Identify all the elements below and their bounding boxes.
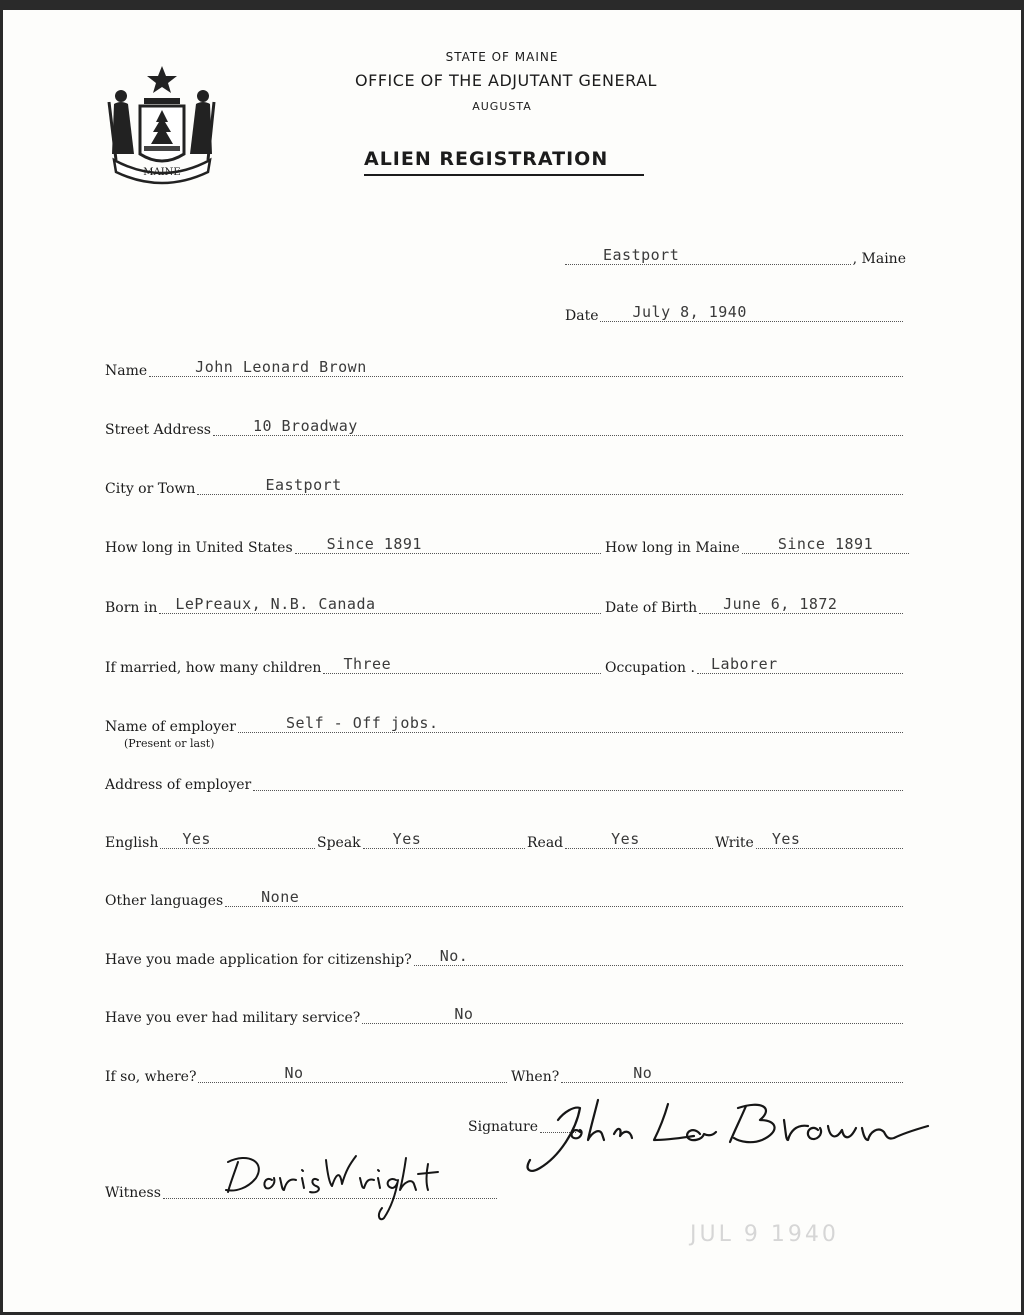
- header-state: STATE OF MAINE: [445, 50, 559, 64]
- signature-handwriting: [518, 1090, 938, 1180]
- street-value: 10 Broadway: [252, 417, 358, 435]
- speak-row: [317, 830, 527, 852]
- street-row: [105, 417, 905, 439]
- citizenship-label: Have you made application for citizenship?: [105, 952, 412, 968]
- maine-duration-label: How long in Maine: [605, 540, 740, 556]
- place-suffix: , Maine: [852, 251, 906, 267]
- where-label: If so, where?: [105, 1069, 197, 1085]
- read-field[interactable]: [565, 826, 713, 849]
- place-value: Eastport: [603, 246, 680, 264]
- speak-label: Speak: [317, 835, 361, 851]
- citizenship-row: [105, 947, 905, 969]
- when-label: When?: [511, 1069, 560, 1085]
- english-row: [105, 830, 317, 852]
- maine-duration-field[interactable]: [742, 531, 909, 554]
- where-value: No: [284, 1064, 304, 1082]
- birth-date-label: Date of Birth: [605, 600, 698, 616]
- occupation-label: Occupation .: [605, 660, 695, 676]
- maine-duration-row: [605, 535, 911, 557]
- where-row: [105, 1064, 509, 1086]
- header-office: OFFICE OF THE ADJUTANT GENERAL: [355, 71, 657, 90]
- header-city: AUGUSTA: [472, 100, 532, 113]
- us-duration-field[interactable]: [295, 531, 601, 554]
- employer-address-label: Address of employer: [105, 777, 252, 793]
- military-row: [105, 1005, 905, 1027]
- name-value: John Leonard Brown: [195, 358, 367, 376]
- military-label: Have you ever had military service?: [105, 1010, 361, 1026]
- name-row: [105, 358, 905, 380]
- place-field[interactable]: [565, 242, 851, 265]
- occupation-value: Laborer: [710, 655, 778, 673]
- citizenship-field[interactable]: [414, 943, 903, 966]
- employer-row: [105, 714, 905, 736]
- born-in-value: LePreaux, N.B. Canada: [175, 595, 376, 613]
- name-field[interactable]: [149, 354, 903, 377]
- street-field[interactable]: [213, 413, 903, 436]
- date-field[interactable]: [600, 299, 903, 322]
- date-label: Date: [565, 308, 599, 324]
- military-field[interactable]: [362, 1001, 903, 1024]
- english-label: English: [105, 835, 159, 851]
- occupation-row: [605, 655, 905, 677]
- children-field[interactable]: [323, 651, 601, 674]
- other-languages-label: Other languages: [105, 893, 224, 909]
- write-row: [715, 830, 905, 852]
- employer-address-field[interactable]: [253, 768, 903, 791]
- children-value: Three: [343, 655, 392, 673]
- name-label: Name: [105, 363, 148, 379]
- when-value: No: [633, 1064, 653, 1082]
- english-field[interactable]: [160, 826, 315, 849]
- employer-label: Name of employer: [105, 719, 236, 735]
- children-label: If married, how many children: [105, 660, 322, 676]
- city-label: City or Town: [105, 481, 196, 497]
- employer-value: Self - Off jobs.: [285, 714, 439, 732]
- write-value: Yes: [771, 830, 801, 848]
- date-value: July 8, 1940: [632, 303, 747, 321]
- city-field[interactable]: [197, 472, 903, 495]
- read-value: Yes: [611, 830, 640, 848]
- birth-date-row: [605, 595, 905, 617]
- born-in-row: [105, 595, 603, 617]
- seal-banner-text: MAINE: [143, 167, 181, 178]
- us-duration-row: [105, 535, 603, 557]
- write-field[interactable]: [756, 826, 903, 849]
- when-row: [511, 1064, 905, 1086]
- birth-date-value: June 6, 1872: [723, 595, 838, 613]
- birth-date-field[interactable]: [699, 591, 903, 614]
- employer-field[interactable]: [238, 710, 903, 733]
- speak-value: Yes: [392, 830, 422, 848]
- us-duration-value: Since 1891: [326, 535, 422, 553]
- born-in-label: Born in: [105, 600, 158, 616]
- place-row: [563, 246, 906, 268]
- military-value: No: [454, 1005, 474, 1023]
- witness-handwriting: [222, 1144, 442, 1224]
- employer-address-row: [105, 772, 905, 794]
- english-value: Yes: [182, 830, 211, 848]
- children-row: [105, 655, 603, 677]
- citizenship-value: No.: [439, 947, 469, 965]
- maine-duration-value: Since 1891: [777, 535, 874, 553]
- city-value: Eastport: [265, 476, 342, 494]
- write-label: Write: [715, 835, 754, 851]
- us-duration-label: How long in United States: [105, 540, 293, 556]
- occupation-field[interactable]: [697, 651, 903, 674]
- form-title: ALIEN REGISTRATION: [364, 148, 644, 176]
- received-stamp: JUL 9 1940: [690, 1222, 839, 1247]
- born-in-field[interactable]: [159, 591, 601, 614]
- other-languages-row: [105, 888, 905, 910]
- where-field[interactable]: [198, 1060, 507, 1083]
- when-field[interactable]: [561, 1060, 903, 1083]
- employer-sublabel: (Present or last): [124, 737, 215, 750]
- witness-label: Witness: [105, 1185, 161, 1201]
- date-row: [565, 303, 905, 325]
- city-row: [105, 476, 905, 498]
- read-row: [527, 830, 715, 852]
- speak-field[interactable]: [363, 826, 525, 849]
- read-label: Read: [527, 835, 564, 851]
- signature-label: Signature: [468, 1119, 539, 1135]
- other-languages-field[interactable]: [225, 884, 903, 907]
- street-label: Street Address: [105, 422, 211, 438]
- other-languages-value: None: [261, 888, 300, 906]
